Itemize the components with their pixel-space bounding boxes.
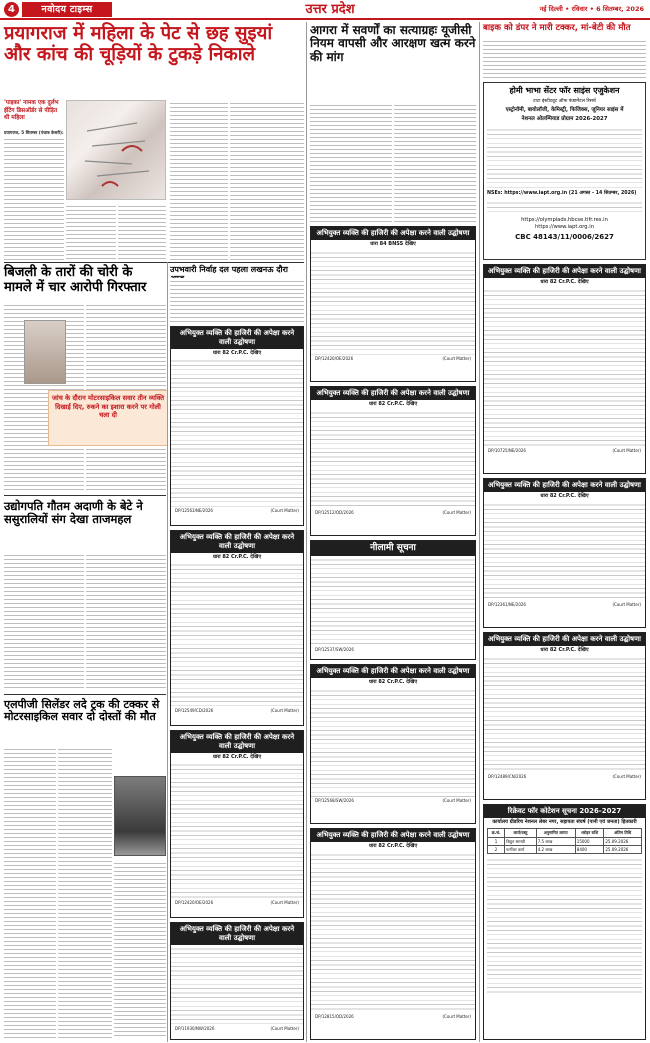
notice-ref: DP/12537/SW/2026 [315, 647, 354, 653]
notice-auction [310, 540, 476, 660]
notice-section: धारा 84 BNSS देखिए [370, 240, 416, 247]
story-cylinder-headline: एलपीजी सिलेंडर लदे ट्रक की टक्कर से मोटरसाइकिल सवार दो दोस्तों की मौत [4, 698, 160, 724]
olympiad-line-3: नेशनल ओलम्पियाड प्रोग्राम 2026-2027 [521, 115, 608, 122]
notice-court: (Court Matter) [270, 1025, 299, 1031]
notice-section: धारा 82 Cr.P.C. देखिए [540, 492, 589, 499]
notice-body [311, 851, 475, 1013]
jewelry-photo [24, 320, 66, 384]
notice-footer [311, 646, 475, 653]
notice-proclamation-4 [170, 922, 304, 1040]
column-rule [167, 262, 168, 1042]
notice-ref: DP/12549/CD/2026 [175, 708, 214, 714]
notice-body [171, 357, 303, 507]
notice-ref: DP/12563/NE/2026 [175, 508, 213, 514]
notice-footer [484, 773, 645, 780]
table-cell: 25.09.2026 [604, 837, 642, 845]
table-header-row [488, 829, 642, 837]
story-dowry-headline: उद्योगपति गौतम अदाणी के बेटे ने ससुरालियों संग देखा ताजमहल [4, 499, 143, 526]
notice-section: धारा 82 Cr.P.C. देखिए [212, 553, 262, 560]
notice-proclamation-8 [310, 828, 476, 1040]
table-header: क्र.सं. [488, 829, 505, 837]
notice-ref: DP/12361/NE/2026 [488, 601, 526, 607]
olympiad-ad [483, 82, 646, 260]
notice-court: (Court Matter) [442, 509, 471, 515]
agra-body2 [394, 102, 476, 222]
lead-headline: प्रयागराज में महिला के पेट से छह सुइयां और कांच की चूड़ियों के टुकड़े निकाले [4, 23, 273, 65]
notice-footer [171, 507, 303, 514]
notice-title: अभियुक्त व्यक्ति की हाजिरी की अपेक्षा करने वाली उद्घोषणा [171, 731, 303, 753]
tender-subtitle: कार्यालय ग्रीडरिच नेशनल लेबर नगर, सहायता संघर्ष (पानी एवं जनता) हितकारी [492, 818, 637, 825]
notice-footer [171, 707, 303, 714]
notice-court: (Court Matter) [442, 1013, 471, 1019]
notice-body [311, 687, 475, 797]
divider [4, 262, 304, 263]
lead-text [4, 136, 64, 260]
cylinder-body2 [58, 746, 112, 1038]
notice-proclamation-11 [483, 632, 646, 800]
notice-body [171, 945, 303, 1025]
tender-notice [483, 804, 646, 1040]
notice-title: अभियुक्त व्यक्ति की हाजिरी की अपेक्षा करने वाली उद्घोषणा [171, 923, 303, 945]
notice-section: धारा 82 Cr.P.C. देखिए [540, 646, 589, 653]
notice-court: (Court Matter) [612, 773, 641, 779]
table-cell: 15000 [575, 837, 604, 845]
notice-title: अभियुक्त व्यक्ति की हाजिरी की अपेक्षा करने वाली उद्घोषणा [171, 327, 303, 349]
notice-court: (Court Matter) [612, 447, 641, 453]
table-row [488, 846, 642, 854]
notice-ref: DP/12420/OE/2026 [315, 355, 354, 361]
notice-proclamation-5 [310, 226, 476, 382]
tender-terms [487, 856, 642, 996]
lead-body-col5 [230, 100, 304, 260]
story-bike-headline: बाइक को डंपर ने मारी टक्कर, मां-बेटी की मौत [483, 23, 631, 33]
notice-footer [484, 601, 645, 608]
cylinder-body [4, 746, 56, 1038]
olympiad-link-2[interactable]: https://www.iapt.org.in [535, 224, 594, 231]
lead-body-col1 [4, 130, 64, 260]
notice-body [484, 501, 645, 601]
auction-title: नीलामी सूचना [311, 541, 475, 556]
table-cell: 2 [488, 846, 505, 854]
notice-proclamation-2 [170, 530, 304, 726]
lead-body-col4 [170, 100, 228, 260]
dowry-body [4, 552, 84, 690]
notice-body [311, 249, 475, 355]
olympiad-nse: NSEs: https://www.iapt.org.in (21 अगस्त - 14 सितम्बर, 2026) [487, 190, 637, 196]
table-cell: 8400 [575, 846, 604, 854]
table-header: धरोहर राशि [575, 829, 604, 837]
table-cell: 4.2 लाख [536, 846, 575, 854]
olympiad-cbc: CBC 48143/11/0006/2627 [515, 233, 614, 242]
notice-title: अभियुक्त व्यक्ति की हाजिरी की अपेक्षा करने वाली उद्घोषणा [484, 265, 645, 278]
lead-photo [66, 100, 166, 200]
notice-title: अभियुक्त व्यक्ति की हाजिरी की अपेक्षा करने वाली उद्घोषणा [311, 829, 475, 842]
masthead [0, 0, 650, 20]
column-rule [306, 22, 307, 1042]
notice-ref: DP/11930/NW/2026 [175, 1025, 215, 1031]
notice-section: धारा 82 Cr.P.C. देखिए [368, 400, 418, 407]
notice-body [484, 287, 645, 447]
notice-footer [171, 899, 303, 906]
notice-title: अभियुक्त व्यक्ति की हाजिरी की अपेक्षा करने वाली उद्घोषणा [171, 531, 303, 553]
olympiad-line-1: टाटा इंस्टीट्यूट ऑफ फंडामेंटल रिसर्च [533, 98, 596, 104]
notice-footer [311, 1013, 475, 1020]
notice-title: अभियुक्त व्यक्ति की हाजिरी की अपेक्षा करने वाली उद्घोषणा [311, 387, 475, 400]
pullquote [48, 390, 168, 446]
story-lucknow-headline: उपभवारी निर्वाह दल पहला लखनऊ दौरा [170, 265, 288, 274]
page-number: 4 [4, 2, 19, 17]
notice-section: धारा 82 Cr.P.C. देखिए [368, 842, 418, 849]
notice-footer [311, 797, 475, 804]
notice-section: धारा 82 Cr.P.C. देखिए [212, 349, 262, 356]
divider [4, 694, 166, 695]
lead-kicker: 'पाइका' नामक एक दुर्लभ ईटिंग डिसऑर्डर से पीड़ित थी महिला [4, 100, 59, 122]
notice-body [484, 655, 645, 773]
notice-body [311, 409, 475, 509]
notice-footer [171, 1025, 303, 1032]
olympiad-line-2: एस्ट्रोनॉमी, बायोलॉजी, केमिस्ट्री, फिजिक्स, जूनियर साइंस में [505, 107, 624, 114]
notice-court: (Court Matter) [270, 900, 299, 906]
table-cell: 7.5 लाख [536, 837, 575, 845]
notice-court: (Court Matter) [442, 355, 471, 361]
notice-title: अभियुक्त व्यक्ति की हाजिरी की अपेक्षा करने वाली उद्घोषणा [484, 479, 645, 492]
section-title: उत्तर प्रदेश [305, 2, 355, 17]
notice-ref: DP/12815/OD/2026 [315, 1013, 354, 1019]
agra-body [310, 102, 392, 222]
table-header: कार्य/वस्तु [505, 829, 537, 837]
notice-court: (Court Matter) [270, 508, 299, 514]
notice-section: धारा 82 Cr.P.C. देखिए [212, 753, 262, 760]
cylinder-body3 [114, 860, 166, 1038]
olympiad-body [487, 126, 642, 188]
notice-footer [484, 447, 645, 454]
table-cell: विद्युत सामग्री [505, 837, 537, 845]
table-cell: 1 [488, 837, 505, 845]
notice-ref: DP/12489/CN/2026 [488, 773, 527, 779]
tender-table [487, 828, 642, 854]
lead-dateline: प्रयागराज, 5 सितम्बर (पंजाब केसरी): [4, 130, 64, 135]
notice-proclamation-10 [483, 478, 646, 628]
table-cell: 25.09.2026 [604, 846, 642, 854]
notice-court: (Court Matter) [612, 601, 641, 607]
column-rule [479, 22, 480, 1042]
notice-section: धारा 82 Cr.P.C. देखिए [540, 278, 589, 285]
notice-court: (Court Matter) [442, 797, 471, 803]
notice-section: धारा 82 Cr.P.C. देखिए [368, 678, 418, 685]
story-wire-theft-headline: बिजली के तारों की चोरी के मामले में चार आरोपी गिरफ्तार [4, 265, 147, 295]
notice-ref: DP/12420/OE/2026 [175, 900, 214, 906]
notice-body [171, 761, 303, 899]
notice-court: (Court Matter) [270, 708, 299, 714]
notice-footer [311, 355, 475, 362]
table-header: अनुमानित लागत [536, 829, 575, 837]
notice-ref: DP/10725/NE/2026 [488, 447, 526, 453]
notice-proclamation-9 [483, 264, 646, 474]
notice-proclamation-1 [170, 326, 304, 526]
dateline: नई दिल्ली • रविवार • 6 सितम्बर, 2026 [539, 5, 644, 13]
notice-proclamation-3 [170, 730, 304, 918]
lead-body-col3 [118, 203, 166, 260]
notice-ref: DP/12512/OD/2026 [315, 509, 354, 515]
notice-title: अभियुक्त व्यक्ति की हाजिरी की अपेक्षा करने वाली उद्घोषणा [484, 633, 645, 646]
olympiad-title: होमी भाभा सेंटर फॉर साइंस एजुकेशन [509, 86, 620, 95]
accident-photo [114, 776, 166, 856]
lead-body-col2 [66, 203, 116, 260]
lucknow-body [170, 278, 304, 322]
olympiad-body2 [487, 199, 642, 215]
pullquote-text: जांच के दौरान मोटरसाइकिल सवार तीन व्यक्ति दिखाई दिए, रुकने का इशारा करने पर गोली चला दी [52, 394, 164, 420]
notice-proclamation-6 [310, 386, 476, 536]
notice-title: अभियुक्त व्यक्ति की हाजिरी की अपेक्षा करने वाली उद्घोषणा [311, 665, 475, 678]
dowry-body2 [86, 552, 166, 690]
tender-title: रिक्रेवट फॉर कोटेशन सूचना 2026-2027 [484, 805, 645, 818]
table-cell: फर्नीचर कार्य [505, 846, 537, 854]
divider [4, 495, 166, 496]
bike-body [483, 38, 646, 78]
table-header: अंतिम तिथि [604, 829, 642, 837]
table-row [488, 837, 642, 845]
notice-title: अभियुक्त व्यक्ति की हाजिरी की अपेक्षा करने वाली उद्घोषणा [311, 227, 475, 240]
notice-body [171, 561, 303, 707]
story-agra-headline: आगरा में सवर्णों का सत्याग्रहः यूजीसी नियम वापसी और आरक्षण खत्म करने की मांग [310, 23, 476, 64]
notice-proclamation-7 [310, 664, 476, 824]
brand-logo: नवोदय टाइम्स [22, 2, 112, 17]
notice-footer [311, 509, 475, 516]
notice-ref: DP/12568/SW/2026 [315, 797, 354, 803]
auction-body [311, 556, 475, 646]
olympiad-link[interactable]: https://olympiads.hbcse.tifr.res.in [521, 217, 608, 224]
